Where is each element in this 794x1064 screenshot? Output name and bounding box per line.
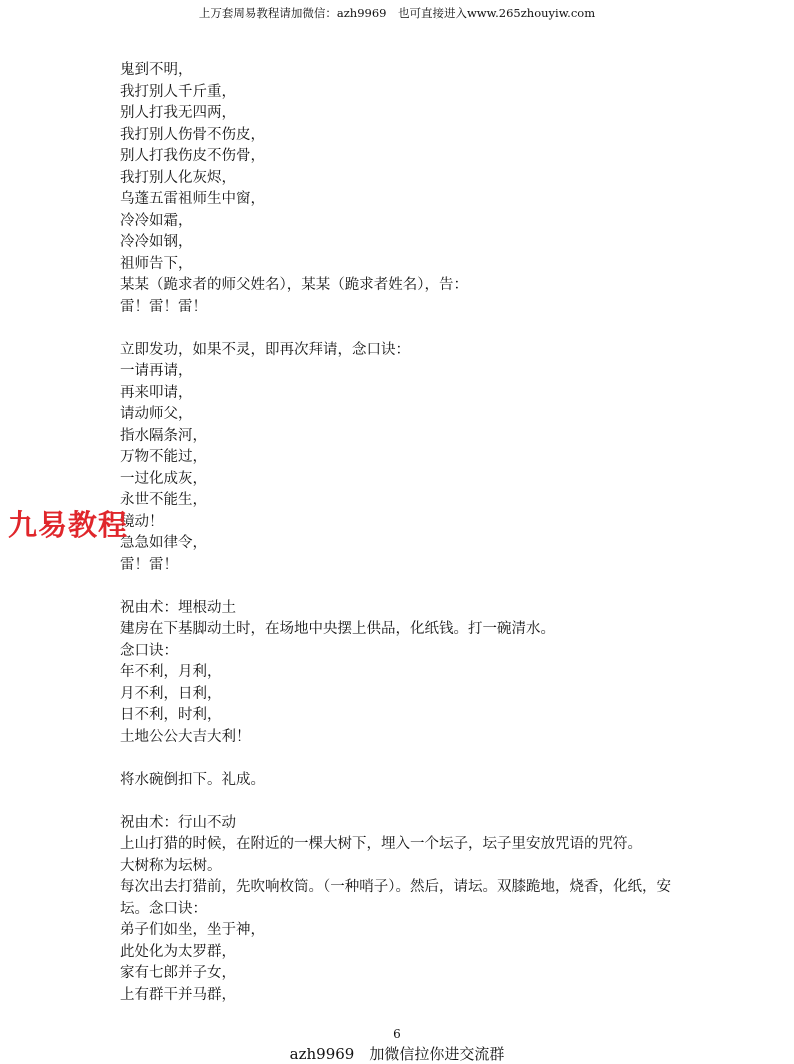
text-line: 年不利，月利，	[120, 664, 222, 680]
text-line: 上山打猎的时候，在附近的一棵大树下，埋入一个坛子，坛子里安放咒语的咒符。	[120, 836, 642, 852]
page-number: 6	[393, 1027, 401, 1041]
incantation-section-2	[120, 340, 680, 577]
text-line: 我打别人伤骨不伤皮，	[120, 126, 265, 143]
text-line: 冷冷如霜，	[120, 212, 193, 229]
text-line: 月不利，日利，	[120, 685, 222, 702]
text-line: 指水隔条河，	[120, 427, 207, 444]
paragraph-gap	[120, 748, 680, 770]
ritual-section-burying-root	[120, 598, 680, 749]
paragraph-gap	[120, 576, 680, 598]
text-line: 我打别人化灰烬，	[120, 169, 236, 186]
text-line: 冷冷如钢，	[120, 234, 193, 250]
page-footer: azh9969 加微信拉你进交流群	[289, 1045, 505, 1063]
text-line: 家有七郎并子女，	[120, 965, 236, 981]
text-line: 急急如律令，	[120, 535, 207, 551]
text-line: 雷！雷！雷！	[120, 298, 207, 315]
incantation-section-1	[120, 60, 680, 318]
text-line: 乌蓬五雷祖师生中窗，	[120, 191, 265, 207]
text-line: 一过化成灰，	[120, 470, 207, 487]
text-line: 万物不能过，	[120, 449, 207, 465]
text-line: 立即发功，如果不灵，即再次拜请，念口诀：	[120, 341, 410, 358]
text-line: 雷！雷！	[120, 556, 178, 573]
text-line: 我打别人千斤重，	[120, 83, 236, 100]
text-line: 每次出去打猎前，先吹响枚筒。（一种哨子）。然后，请坛。双膝跪地，烧香，化纸，安坛。念口诀：	[120, 879, 671, 917]
text-line: 将水碗倒扣下。礼成。	[120, 771, 265, 788]
text-line: 日不利，时利，	[120, 707, 222, 723]
document-body	[120, 60, 680, 1006]
text-line: 建房在下基脚动土时，在场地中央摆上供品，化纸钱。打一碗清水。	[120, 621, 555, 637]
text-line: 上有群干并马群，	[120, 986, 236, 1003]
ritual-conclusion	[120, 770, 680, 792]
section-heading: 祝由术：行山不动	[120, 814, 236, 831]
text-line: 镜动！	[120, 513, 164, 530]
text-line: 一请再请，	[120, 363, 193, 379]
ritual-section-mountain	[120, 813, 680, 1007]
text-line: 别人打我伤皮不伤骨，	[120, 148, 265, 164]
text-line: 念口诀：	[120, 642, 178, 659]
page-header: 上万套周易教程请加微信：azh9969 也可直接进入www.265zhouyiw.com	[198, 6, 596, 20]
paragraph-gap	[120, 791, 680, 813]
text-line: 永世不能生，	[120, 492, 207, 508]
text-line: 大树称为坛树。	[120, 857, 222, 874]
text-line: 某某（跪求者的师父姓名），某某（跪求者姓名），告：	[120, 277, 468, 293]
watermark-logo: 九易教程	[8, 508, 129, 542]
text-line: 土地公公大吉大利！	[120, 728, 251, 745]
text-line: 再来叩请，	[120, 384, 193, 401]
section-heading: 祝由术：埋根动土	[120, 599, 236, 616]
text-line: 弟子们如坐，坐于神，	[120, 922, 265, 938]
text-line: 别人打我无四两，	[120, 105, 236, 121]
text-line: 此处化为太罗群，	[120, 943, 236, 960]
text-line: 祖师告下，	[120, 255, 193, 272]
paragraph-gap	[120, 318, 680, 340]
text-line: 鬼到不明，	[120, 62, 193, 78]
text-line: 请动师父，	[120, 406, 193, 422]
